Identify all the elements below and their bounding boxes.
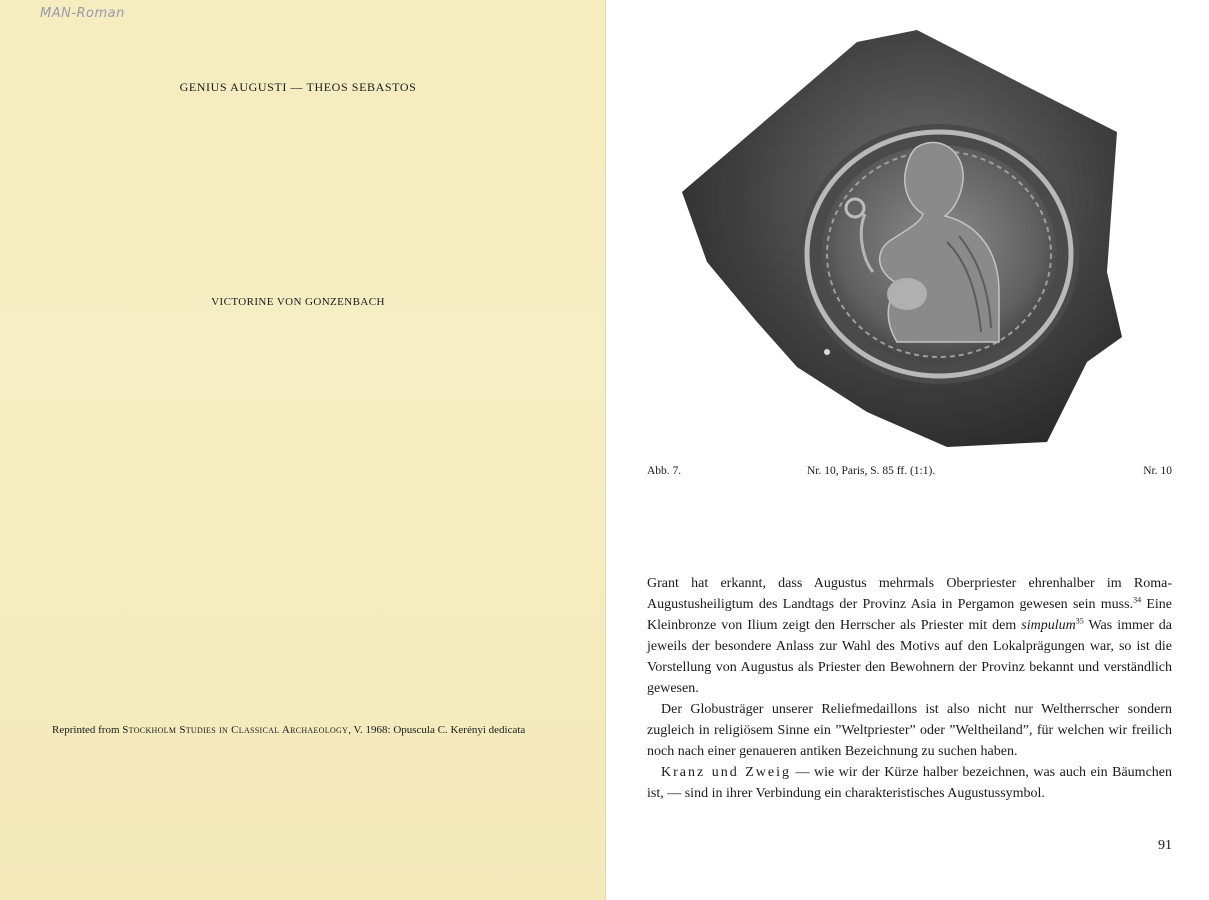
paragraph-3 (647, 762, 1172, 804)
p1-text-c: Was immer da jeweils der besondere Anlass zur Wahl des Motivs auf den Lokalprägungen war, so ist die Vorstellung von Augustus als Priester den Bewohnern der Provinz bekannt und verständlich gewesen. (647, 618, 1172, 696)
page-number: 91 (1158, 838, 1172, 853)
reprint-prefix: Reprinted from (52, 724, 123, 736)
caption-label: Abb. 7. (647, 465, 682, 477)
p3-text: — wie wir der Kürze halber bezeichnen, was auch ein Bäumchen ist, — sind in ihrer Verbindung ein charakteristisches Augustussymbol. (647, 765, 1172, 801)
p1-text-b: Eine Kleinbronze von Ilium zeigt den Herrscher als Priester mit dem (647, 597, 1173, 633)
book-page (607, 0, 1209, 900)
footnote-ref-34: 34 (1133, 595, 1142, 605)
p1-italic: simpulum (1021, 618, 1076, 633)
handwritten-note: MAN-Roman (40, 6, 125, 21)
globe-shape (887, 278, 927, 310)
cover-title: GENIUS AUGUSTI — THEOS SEBASTOS (179, 80, 417, 94)
footnote-ref-35: 35 (1075, 616, 1084, 626)
caption-text: Nr. 10, Paris, S. 85 ff. (1:1). (807, 465, 936, 477)
p3-spaced-term: Kranz und Zweig (661, 765, 791, 780)
figure-caption (647, 465, 1172, 477)
paragraph-2: Der Globusträger unserer Reliefmedaillons ist also nicht nur Weltherrscher sondern zugleich in religiösem Sinne ein ”Weltpriester” oder ”Weltheiland”, für welchen wir freilich noch nach einer genaueren antiken Bezeichnung zu suchen haben. (647, 702, 1172, 759)
cover-author: VICTORINE VON GONZENBACH (211, 296, 385, 308)
paragraph-1 (647, 573, 1172, 699)
reprint-note (52, 724, 525, 736)
body-text (647, 573, 1172, 804)
reprint-series: Stockholm Studies in Classical Archaeology (122, 724, 349, 736)
medallion-fragment-photo (677, 22, 1127, 452)
p1-text-a: Grant hat erkannt, dass Augustus mehrmals Oberpriester ehrenhalber im Roma-Augustusheiligtum des Landtags der Provinz Asia in Pergamon gewesen sein muss. (647, 576, 1172, 612)
caption-number: Nr. 10 (1143, 465, 1172, 477)
reprint-suffix: , V. 1968: Opuscula C. Kerényi dedicata (348, 724, 526, 736)
